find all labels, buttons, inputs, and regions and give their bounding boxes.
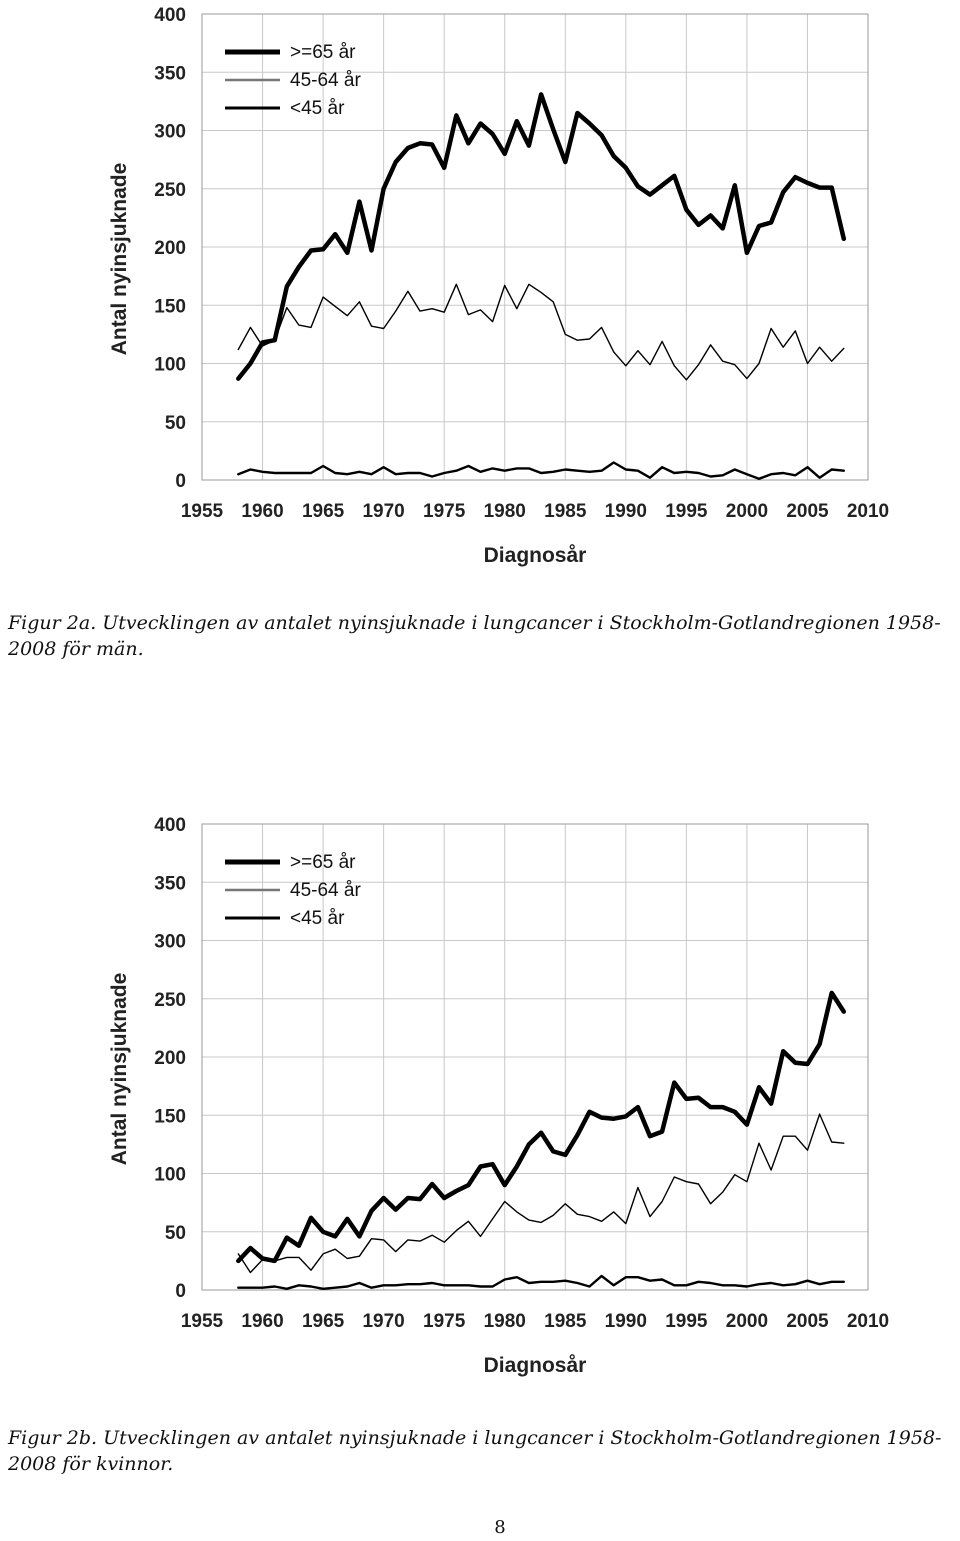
x-tick-label: 1980 xyxy=(483,1311,526,1332)
y-tick-label: 400 xyxy=(154,5,186,26)
y-tick-label: 350 xyxy=(154,63,186,85)
y-tick-label: 150 xyxy=(154,1106,186,1128)
x-tick-label: 1990 xyxy=(604,1311,647,1332)
x-tick-label: 1975 xyxy=(423,501,466,522)
y-tick-label: 150 xyxy=(154,296,186,318)
legend-label: >=65 år xyxy=(290,852,356,873)
y-tick-label: 0 xyxy=(175,471,186,492)
y-tick-label: 250 xyxy=(154,179,186,201)
legend-label: <45 år xyxy=(290,98,345,119)
y-tick-label: 350 xyxy=(154,873,186,895)
y-tick-label: 50 xyxy=(164,1222,186,1244)
series-line-1 xyxy=(238,1114,844,1272)
x-tick-label: 2010 xyxy=(846,1311,890,1332)
page-number: 8 xyxy=(494,1517,506,1538)
x-tick-label: 1980 xyxy=(483,501,526,522)
y-axis-title: Antal nyinsjuknade xyxy=(108,972,131,1166)
caption-figure-2b: Figur 2b. Utvecklingen av antalet nyinsjuknade i lungcancer i Stockholm-Gotlandregionen 1958-2008 för kvinnor. xyxy=(8,1427,942,1475)
legend-label: >=65 år xyxy=(290,42,356,63)
x-tick-label: 1960 xyxy=(241,501,284,522)
x-tick-label: 2010 xyxy=(846,501,890,522)
x-axis-title: Diagnosår xyxy=(483,1354,587,1377)
y-tick-label: 250 xyxy=(154,989,186,1011)
y-tick-label: 300 xyxy=(154,121,186,143)
figure-2b xyxy=(0,810,960,1410)
x-tick-label: 1965 xyxy=(301,501,345,522)
y-axis-title: Antal nyinsjuknade xyxy=(108,162,131,356)
x-tick-label: 1995 xyxy=(665,1311,708,1332)
x-tick-label: 1975 xyxy=(423,1311,466,1332)
legend-label: <45 år xyxy=(290,908,345,929)
series-line-1 xyxy=(238,284,844,380)
x-axis-title: Diagnosår xyxy=(483,544,587,567)
x-tick-label: 1985 xyxy=(544,501,587,522)
series-line-2 xyxy=(238,463,844,479)
x-tick-label: 2005 xyxy=(786,1311,829,1332)
x-tick-label: 1995 xyxy=(665,501,708,522)
x-tick-label: 2000 xyxy=(725,501,769,522)
legend-label: 45-64 år xyxy=(290,880,361,901)
series-line-2 xyxy=(238,1276,844,1289)
chart-2b xyxy=(0,810,960,1410)
y-tick-label: 200 xyxy=(154,1048,186,1069)
y-tick-label: 200 xyxy=(154,238,186,259)
x-tick-label: 1960 xyxy=(241,1311,284,1332)
x-tick-label: 1985 xyxy=(544,1311,587,1332)
series-line-0 xyxy=(238,94,844,378)
x-tick-label: 1990 xyxy=(604,501,647,522)
series-line-0 xyxy=(238,993,844,1261)
chart-2a xyxy=(0,0,960,600)
y-tick-label: 400 xyxy=(154,815,186,836)
x-tick-label: 2005 xyxy=(786,501,829,522)
x-tick-label: 1955 xyxy=(180,1311,224,1332)
x-tick-label: 1970 xyxy=(362,1311,405,1332)
figure-2a xyxy=(0,0,960,600)
x-tick-label: 1965 xyxy=(301,1311,345,1332)
legend-label: 45-64 år xyxy=(290,70,361,91)
x-tick-label: 1970 xyxy=(362,501,405,522)
y-tick-label: 0 xyxy=(175,1281,186,1302)
y-tick-label: 300 xyxy=(154,931,186,953)
x-tick-label: 1955 xyxy=(180,501,224,522)
y-tick-label: 50 xyxy=(164,412,186,434)
x-tick-label: 2000 xyxy=(725,1311,769,1332)
y-tick-label: 100 xyxy=(154,354,186,376)
y-tick-label: 100 xyxy=(154,1164,186,1186)
caption-figure-2a: Figur 2a. Utvecklingen av antalet nyinsjuknade i lungcancer i Stockholm-Gotlandregionen 1958-2008 för män. xyxy=(8,612,941,660)
